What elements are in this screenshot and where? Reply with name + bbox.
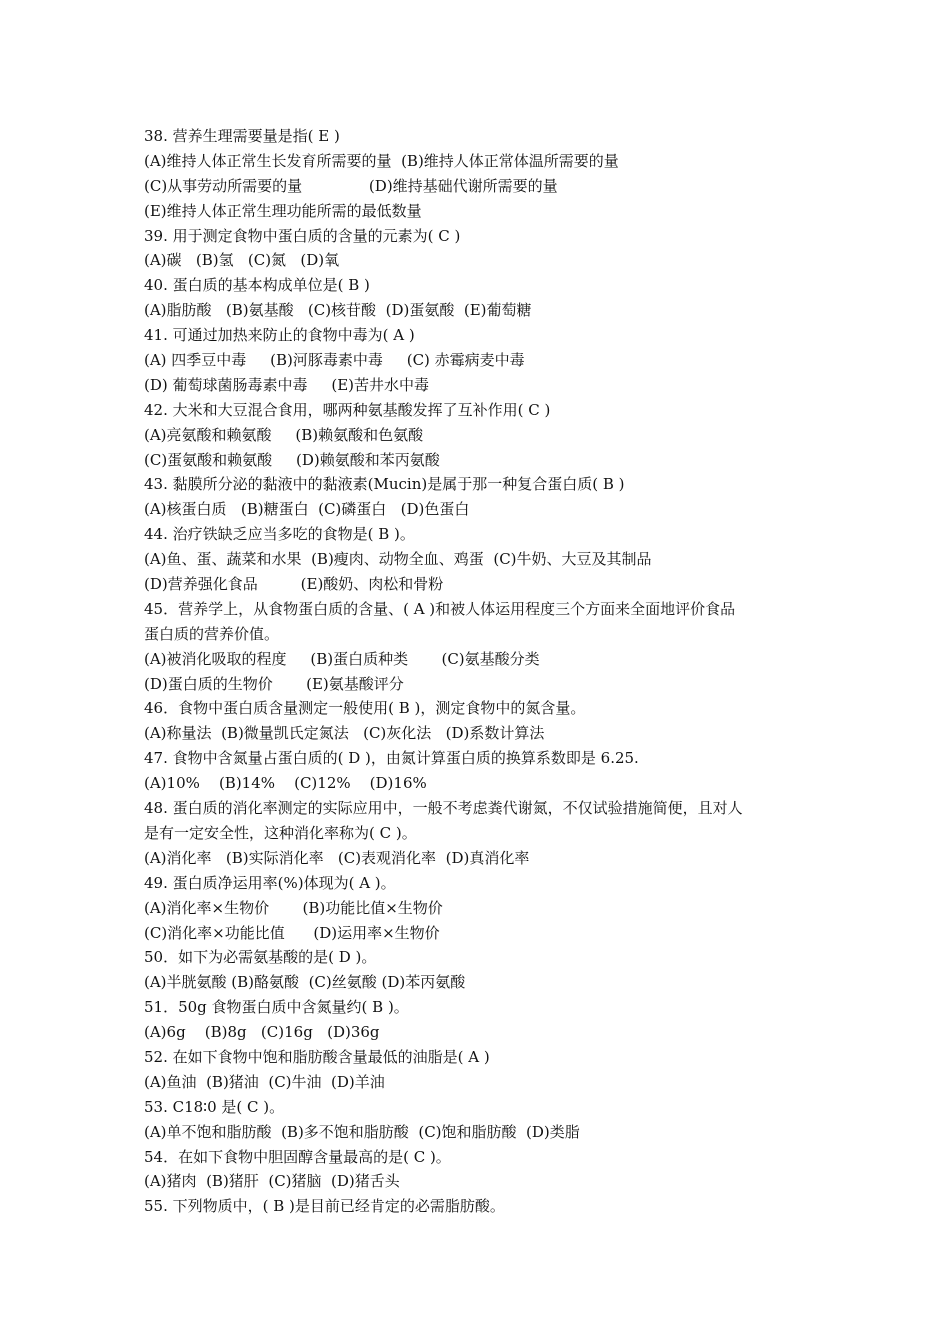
text-line: (A)被消化吸取的程度 (B)蛋白质种类 (C)氨基酸分类 [144, 649, 540, 668]
text-line: (A)亮氨酸和赖氨酸 (B)赖氨酸和色氨酸 [144, 425, 424, 444]
text-line: 46．食物中蛋白质含量测定一般使用( B )，测定食物中的氮含量。 [144, 699, 586, 718]
document-body [144, 124, 812, 1219]
text-line: 42. 大米和大豆混合食用，哪两种氨基酸发挥了互补作用( C ) [144, 400, 551, 419]
text-line: 43. 黏膜所分泌的黏液中的黏液素(Mucin)是属于那一种复合蛋白质( B ) [144, 475, 625, 494]
text-line: (A)猪肉 (B)猪肝 (C)猪脑 (D)猪舌头 [144, 1172, 400, 1191]
text-line: 53. C18∶0 是( C )。 [144, 1097, 285, 1116]
text-line: 38. 营养生理需要量是指( E ) [144, 127, 340, 145]
text-line: (A)脂肪酸 (B)氨基酸 (C)核苷酸 (D)蛋氨酸 (E)葡萄糖 [144, 301, 532, 320]
text-line: (A)称量法 (B)微量凯氏定氮法 (C)灰化法 (D)系数计算法 [144, 724, 545, 743]
text-line: (D)营养强化食品 (E)酸奶、肉松和骨粉 [144, 575, 444, 594]
text-line: 55. 下列物质中，( B )是目前已经肯定的必需脂肪酸。 [144, 1197, 505, 1216]
text-line: (C)消化率×功能比值 (D)运用率×生物价 [144, 923, 440, 942]
text-line: (A)单不饱和脂肪酸 (B)多不饱和脂肪酸 (C)饱和脂肪酸 (D)类脂 [144, 1122, 580, 1141]
text-line: (C)从事劳动所需要的量 (D)维持基础代谢所需要的量 [144, 176, 558, 195]
text-line: (A)消化率 (B)实际消化率 (C)表观消化率 (D)真消化率 [144, 848, 530, 867]
text-line: 45．营养学上，从食物蛋白质的含量、( A )和被人体运用程度三个方面来全面地评价食品 [144, 599, 736, 618]
text-line: 39. 用于测定食物中蛋白质的含量的元素为( C ) [144, 226, 461, 245]
text-line: (A)鱼、蛋、蔬菜和水果 (B)瘦肉、动物全血、鸡蛋 (C)牛奶、大豆及其制品 [144, 550, 652, 569]
text-line: (A)鱼油 (B)猪油 (C)牛油 (D)羊油 [144, 1072, 385, 1091]
text-line: 50．如下为必需氨基酸的是( D )。 [144, 948, 377, 967]
text-line: (A)6g (B)8g (C)16g (D)36g [144, 1023, 380, 1042]
text-line: 是有一定安全性，这种消化率称为( C )。 [144, 823, 417, 842]
text-line: (A) 四季豆中毒 (B)河豚毒素中毒 (C) 赤霉病麦中毒 [144, 351, 525, 370]
text-line: (A)消化率×生物价 (B)功能比值×生物价 [144, 898, 443, 917]
text-line: 40. 蛋白质的基本构成单位是( B ) [144, 276, 370, 295]
text-line: 51．50g 食物蛋白质中含氮量约( B )。 [144, 998, 409, 1017]
text-line: 44. 治疗铁缺乏应当多吃的食物是( B )。 [144, 525, 415, 544]
text-line: (A)10% (B)14% (C)12% (D)16% [144, 774, 427, 793]
text-line: 41. 可通过加热来防止的食物中毒为( A ) [144, 326, 415, 345]
text-line: 49. 蛋白质净运用率(%)体现为( A )。 [144, 873, 396, 892]
text-line: 48. 蛋白质的消化率测定的实际应用中，一般不考虑粪代谢氮，不仅试验措施简便，且对人 [144, 799, 743, 818]
text-line: (D)蛋白质的生物价 (E)氨基酸评分 [144, 674, 404, 693]
text-line: 蛋白质的营养价值。 [144, 624, 280, 643]
text-line: 47. 食物中含氮量占蛋白质的( D )，由氮计算蛋白质的换算系数即是 6.25. [144, 749, 639, 768]
text-line: (D) 葡萄球菌肠毒素中毒 (E)苦井水中毒 [144, 375, 429, 394]
text-line: (A)碳 (B)氢 (C)氮 (D)氧 [144, 251, 340, 270]
text-line: 54．在如下食物中胆固醇含量最高的是( C )。 [144, 1147, 451, 1166]
text-line: (A)核蛋白质 (B)糖蛋白 (C)磷蛋白 (D)色蛋白 [144, 500, 470, 519]
text-line: (C)蛋氨酸和赖氨酸 (D)赖氨酸和苯丙氨酸 [144, 450, 440, 469]
text-line: (A)半胱氨酸 (B)酪氨酸 (C)丝氨酸 (D)苯丙氨酸 [144, 973, 466, 992]
text-line: 52. 在如下食物中饱和脂肪酸含量最低的油脂是( A ) [144, 1047, 490, 1066]
text-line: (A)维持人体正常生长发育所需要的量 (B)维持人体正常体温所需要的量 [144, 151, 619, 170]
text-line: (E)维持人体正常生理功能所需的最低数量 [144, 201, 422, 220]
